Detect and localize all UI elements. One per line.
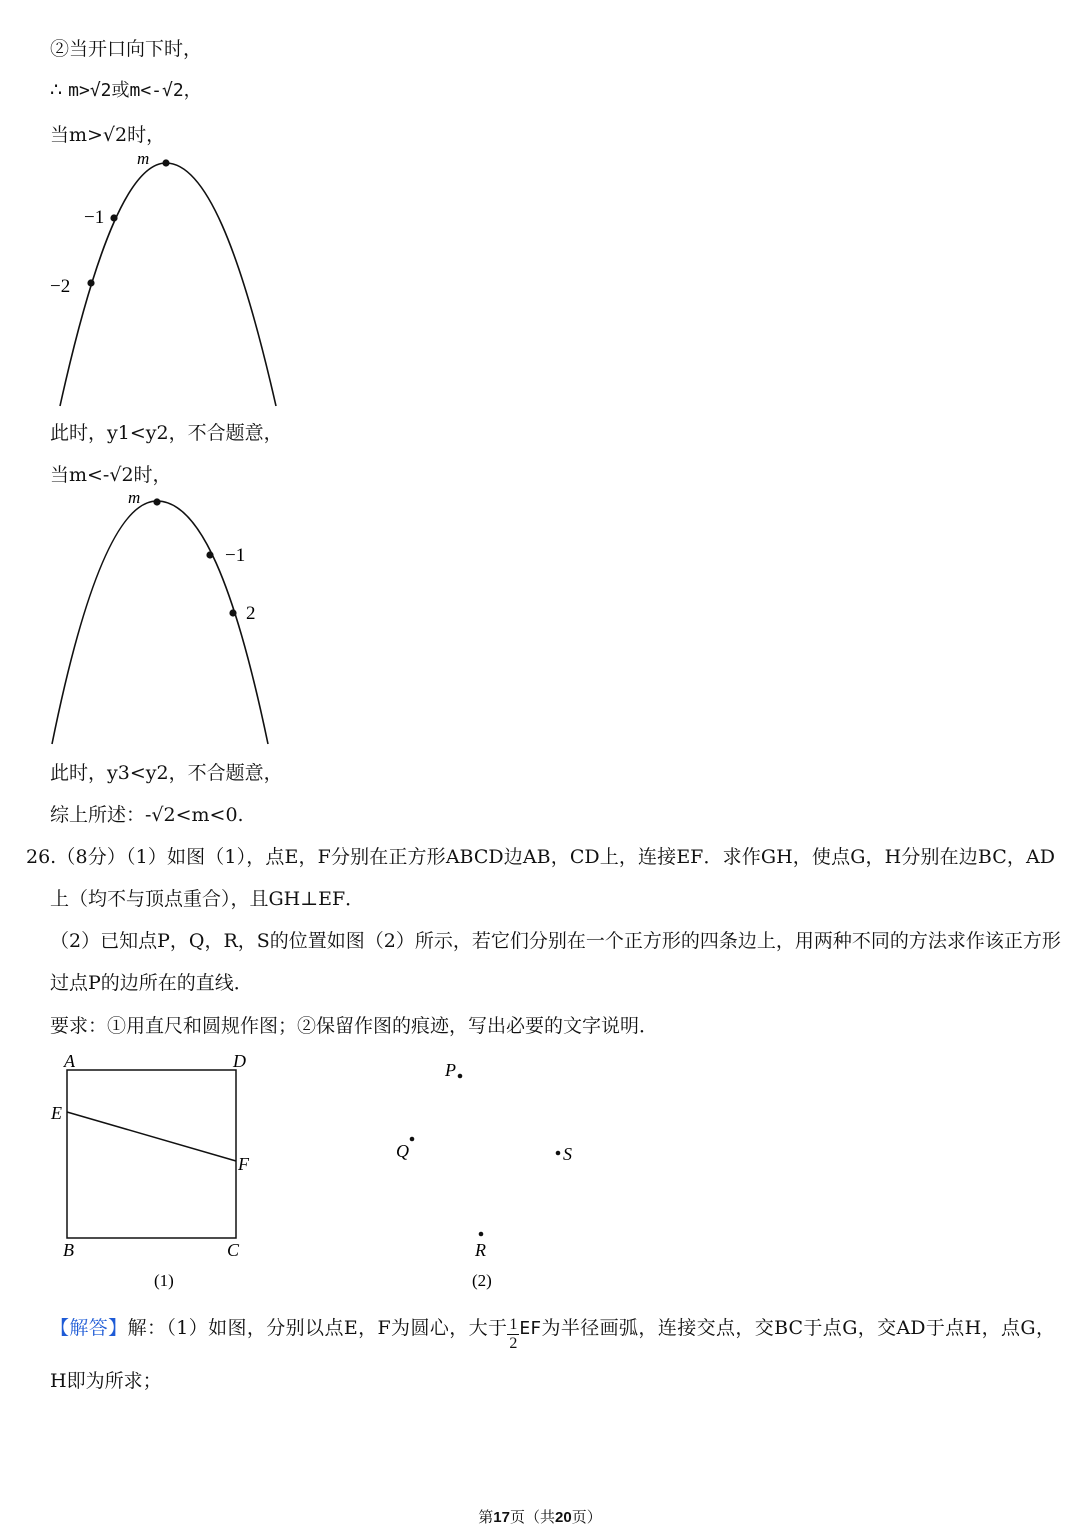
point-neg1: [206, 551, 213, 558]
label-p: P: [445, 1060, 456, 1080]
point-q: [410, 1137, 415, 1142]
vertex-point: [153, 498, 160, 505]
q26-requirements: 要求：①用直尺和圆规作图；②保留作图的痕迹，写出必要的文字说明．: [50, 1015, 659, 1037]
fraction-half: $\frac{1}{2}$: [509, 1316, 518, 1352]
summary-line: 综上所述：-√2<m<0.: [50, 804, 244, 826]
result-1: 此时，y1<y2，不合题意，: [50, 422, 283, 444]
point-r: [479, 1232, 484, 1237]
label-s: S: [563, 1144, 572, 1164]
q26-line-4: 过点P的边所在的直线．: [50, 972, 253, 994]
label-2: 2: [246, 603, 256, 624]
parabola-graph-2: [40, 486, 290, 748]
label-m: m: [128, 488, 141, 507]
label-neg1: −1: [84, 207, 105, 228]
caption-2: (2): [472, 1271, 492, 1290]
figure-2-points: [380, 1046, 600, 1296]
q26-line-2: 上（均不与顶点重合），且GH⊥EF．: [50, 888, 365, 910]
label-neg1: −1: [225, 545, 246, 566]
label-m: m: [137, 149, 150, 168]
figure-1-square: [40, 1046, 280, 1296]
q26-line-1: 26.（8分）（1）如图（1），点E，F分别在正方形ABCD边AB，CD上，连接EF．求作GH，使点G，H分别在边BC，AD: [26, 846, 1055, 868]
point-neg1: [110, 214, 117, 221]
segment-ef: [67, 1112, 236, 1161]
condition-line: ∴ m>√2或m<-√2，: [50, 79, 202, 101]
caption-1: (1): [154, 1271, 174, 1290]
q26-line-3: （2）已知点P，Q，R，S的位置如图（2）所示，若它们分别在一个正方形的四条边上，用两种不同的方法求作该正方形: [50, 930, 1061, 952]
when-m-greater: 当m>√2时，: [50, 124, 166, 146]
case-heading: ②当开口向下时，: [50, 38, 203, 60]
label-neg2: −2: [50, 276, 71, 297]
label-e: E: [51, 1103, 62, 1123]
result-2: 此时，y3<y2，不合题意，: [50, 762, 283, 784]
condition-math: m>√2或m<-√2，: [68, 80, 202, 101]
point-2: [229, 609, 236, 616]
answer-tag: 【解答】: [50, 1317, 128, 1339]
point-s: [556, 1151, 561, 1156]
label-r: R: [475, 1240, 486, 1260]
answer-line-2: H即为所求；: [50, 1370, 162, 1392]
label-q: Q: [396, 1141, 409, 1161]
label-a: A: [64, 1051, 75, 1071]
label-c: C: [227, 1240, 240, 1260]
answer-line-1: 【解答】解：（1）如图，分别以点E，F为圆心，大于 $\frac{1}{2}$ EF为半径画弧，连接交点，交BC于点G，交AD于点H，点G，: [50, 1316, 1055, 1352]
parabola-graph-1: [40, 148, 290, 410]
when-m-less: 当m<-√2时，: [50, 464, 172, 486]
label-d: D: [233, 1051, 246, 1071]
vertex-point: [162, 159, 169, 166]
label-b: B: [63, 1240, 74, 1260]
page-footer: 第17页（共20页）: [478, 1508, 602, 1526]
label-f: F: [238, 1154, 249, 1174]
point-neg2: [87, 279, 94, 286]
point-p: [458, 1074, 463, 1079]
